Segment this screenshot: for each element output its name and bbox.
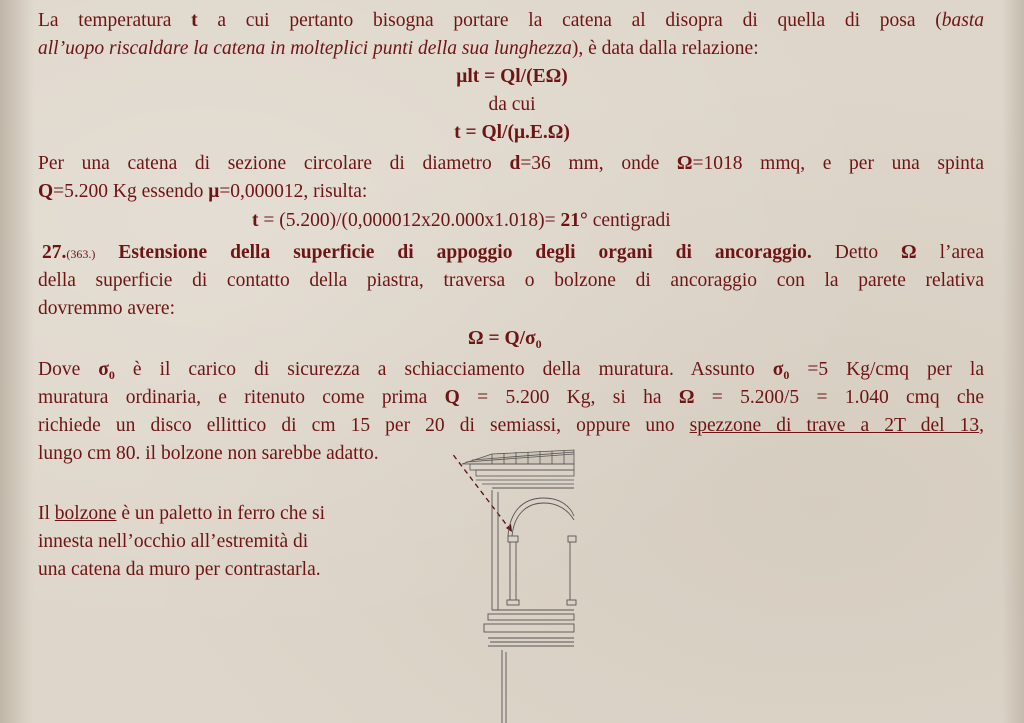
note-line-3: una catena da muro per contrastarla.	[38, 559, 321, 580]
paragraph-1-line-2: all’uopo riscaldare la catena in molteplici punti della sua lunghezza), è data dalla relazione:	[38, 38, 759, 59]
section-27-line-3: dovremmo avere:	[38, 298, 175, 319]
paragraph-2-line-2: Q=5.200 Kg essendo μ=0,000012, risulta:	[38, 181, 368, 202]
section-27-line-2: della superficie di contatto della piastra, traversa o bolzone di ancoraggio con la parete relativa	[38, 270, 984, 291]
paragraph-3-line-3: richiede un disco ellittico di cm 15 per 20 di semiassi, oppure uno spezzone di trave a 2T del 13,	[38, 415, 984, 436]
architecture-drawing	[452, 440, 972, 723]
paragraph-3-line-4: lungo cm 80. il bolzone non sarebbe adatto.	[38, 443, 379, 464]
paragraph-2-line-1: Per una catena di sezione circolare di diametro d=36 mm, onde Ω=1018 mmq, e per una spinta	[38, 153, 984, 174]
formula-3: t = (5.200)/(0,000012x20.000x1.018)= 21° centigradi	[252, 210, 671, 231]
loggia-arches	[492, 488, 574, 610]
formula-2: t = Ql/(μ.E.Ω)	[454, 122, 570, 143]
formula-1: μlt = Ql/(EΩ)	[456, 66, 568, 87]
da-cui-text: da cui	[488, 94, 536, 115]
section-27-heading-line: 27.(363.) Estensione della superficie di appoggio degli organi di ancoraggio. Detto Ω l’area	[42, 242, 984, 263]
note-line-2: innesta nell’occhio all’estremità di	[38, 531, 309, 552]
roof-eave	[462, 450, 574, 464]
note-line-1: Il bolzone è un paletto in ferro che si	[38, 503, 325, 524]
columns	[507, 536, 576, 605]
formula-4: $\Omega = Q/\sigma_0$	[468, 328, 542, 351]
balustrade-base	[484, 610, 574, 723]
cornice	[470, 464, 574, 484]
paragraph-3-line-1: Dove $\sigma_0$ è il carico di sicurezza a schiacciamento della muratura. Assunto $\sigma_0 =5$ Kg/cmq per la	[38, 359, 984, 382]
paragraph-1-line-1: La temperatura t a cui pertanto bisogna portare la catena al disopra di quella di posa (basta	[38, 10, 984, 31]
paragraph-3-line-2: muratura ordinaria, e ritenuto come prima Q = 5.200 Kg, si ha Ω = 5.200/5 = 1.040 cmq che	[38, 387, 984, 408]
